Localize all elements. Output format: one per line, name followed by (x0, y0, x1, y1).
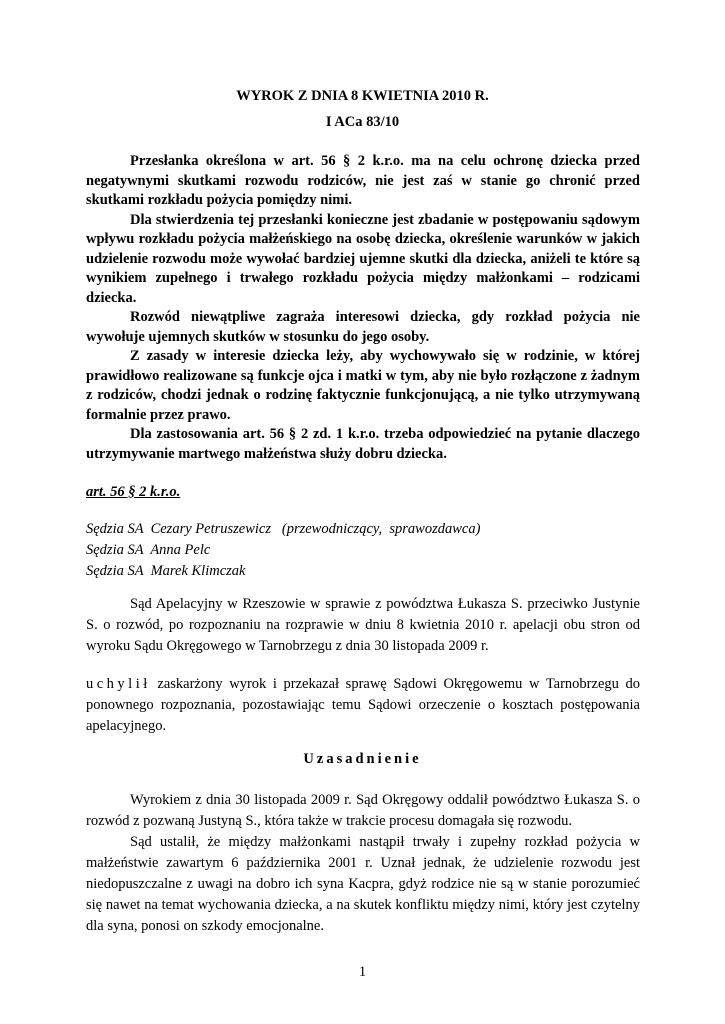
ruling-paragraph (86, 674, 640, 737)
judges-panel (86, 519, 480, 582)
thesis-paragraph: Przesłanka określona w art. 56 § 2 k.r.o. ma na celu ochronę dziecka przed negatywnymi skutkami rozwodu rodziców, nie jest zaś w stanie go chronić przed skutkami rozkładu pożycia pomiędzy nimi. (86, 153, 640, 208)
legal-basis: art. 56 § 2 k.r.o. (86, 484, 181, 500)
ruling-block (86, 674, 640, 737)
judge-entry: Sędzia SA Marek Klimczak (86, 563, 246, 579)
judge-entry: Sędzia SA Cezary Petruszewicz (przewodniczący, sprawozdawca) (86, 521, 481, 537)
thesis-paragraph: Dla stwierdzenia tej przesłanki konieczne jest zbadanie w postępowaniu sądowym wpływu rozkładu pożycia małżeńskiego na osobę dziecka, określenie warunków w jakich udzielenie rozwodu może wywołać bardziej ujemne skutki dla dziecka, aniżeli te które są wynikiem zupełnego i trwałego rozkładu pożycia między małżonkami – rodzicami dziecka. (86, 211, 640, 306)
ruling-verb: uchylił (86, 676, 151, 692)
reasons-paragraph: Wyrokiem z dnia 30 listopada 2009 r. Sąd Okręgowy oddalił powództwo Łukasza S. o rozwód z pozwaną Justyną S., która także w trakcie procesu domagała się rozwodu. (86, 792, 640, 829)
ruling-text: zaskarżony wyrok i przekazał sprawę Sądowi Okręgowemu w Tarnobrzegu do ponownego rozpoznania, pozostawiając temu Sądowi orzeczenie o kosztach postępowania apelacyjnego. (86, 676, 640, 734)
thesis-paragraph: Z zasady w interesie dziecka leży, aby wychowywało się w rodzinie, w której prawidłowo realizowane są funkcje ojca i matki w tym, aby nie było rozłączone z żadnym z rodziców, chodzi jednak o rodzinę faktycznie funkcjonującą, a nie tylko utrzymywaną formalnie przez prawo. (86, 348, 640, 423)
case-signature: I ACa 83/10 (325, 114, 400, 130)
judge-entry: Sędzia SA Anna Pelc (86, 542, 211, 558)
judgment-title: WYROK Z DNIA 8 KWIETNIA 2010 R. (236, 88, 489, 104)
thesis-paragraph: Dla zastosowania art. 56 § 2 zd. 1 k.r.o. trzeba odpowiedzieć na pytanie dlaczego utrzymywanie martwego małżeństwa służy dobru dziecka. (86, 426, 640, 462)
thesis-block (86, 152, 640, 464)
reasons-heading: Uzasadnienie (303, 751, 422, 767)
intro-block (86, 594, 640, 657)
intro-paragraph: Sąd Apelacyjny w Rzeszowie w sprawie z powództwa Łukasza S. przeciwko Justynie S. o rozwód, po rozpoznaniu na rozprawie w dniu 8 kwietnia 2010 r. apelacji obu stron od wyroku Sądu Okręgowego w Tarnobrzegu z dnia 30 listopada 2009 r. (86, 596, 640, 654)
page-number: 1 (358, 964, 367, 980)
reasons-paragraph: Sąd ustalił, że między małżonkami nastąpił trwały i zupełny rozkład pożycia w małżeństwie zawartym 6 października 2001 r. Uznał jednak, że udzielenie rozwodu jest niedopuszczalne z uwagi na dobro ich syna Kacpra, gdyż rodzice nie są w stanie porozumieć się nawet na temat wychowania dziecka, a na skutek konfliktu między nimi, który jest czytelny dla syna, ponosi on szkody emocjonalne. (86, 834, 640, 934)
thesis-paragraph: Rozwód niewątpliwe zagraża interesowi dziecka, gdy rozkład pożycia nie wywołuje ujemnych skutków w stosunku do jego osoby. (86, 309, 640, 345)
reasons-block (86, 790, 640, 937)
